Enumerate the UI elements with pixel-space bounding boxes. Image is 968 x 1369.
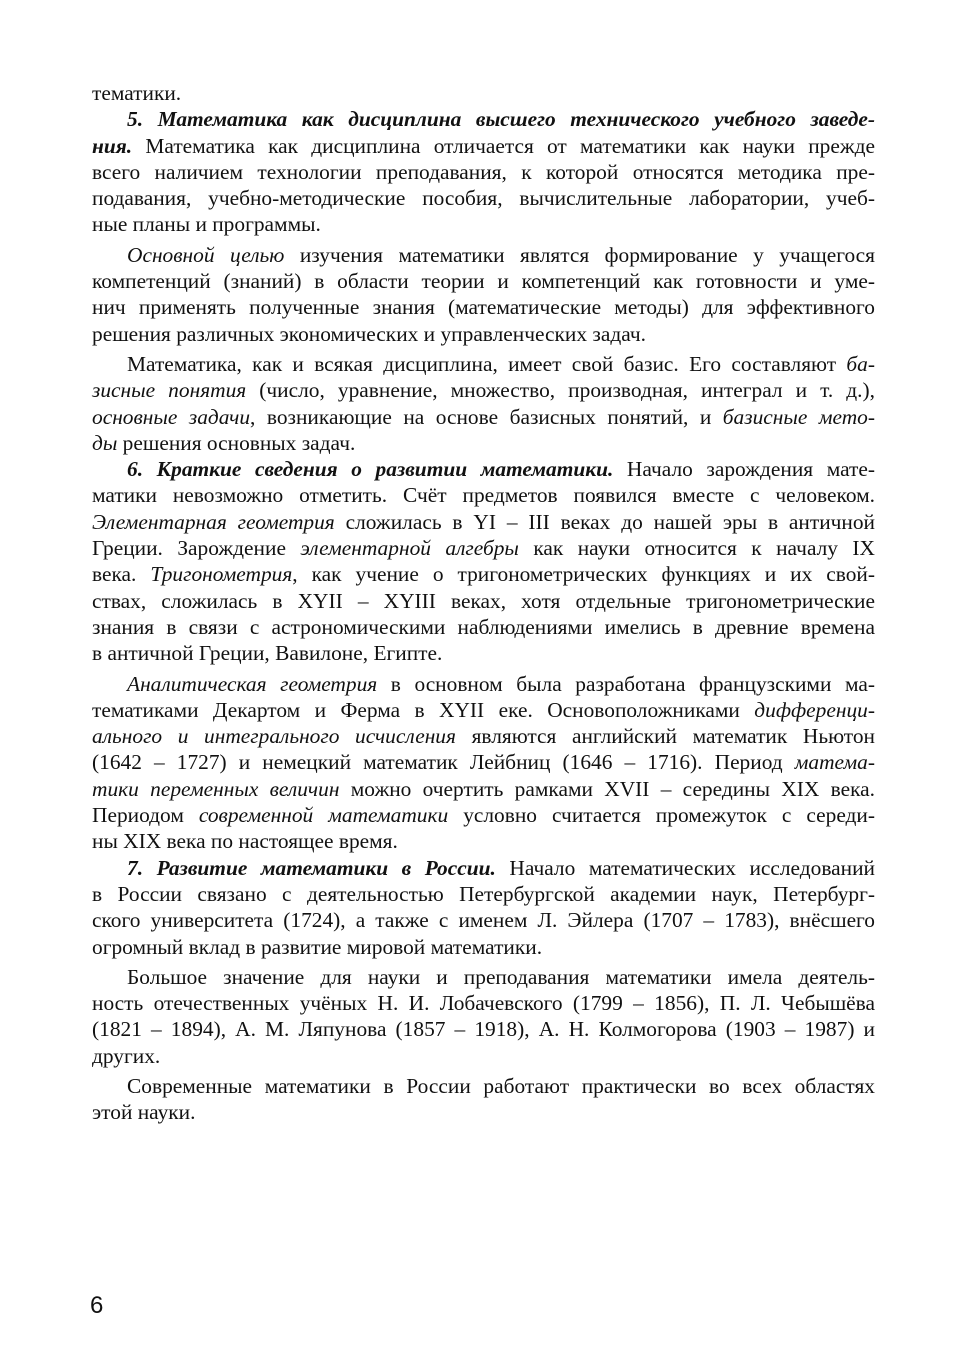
emphasis: базисные мето- xyxy=(722,404,875,429)
emphasis: современной математики xyxy=(198,803,449,828)
text-line: этой науки. xyxy=(92,1100,196,1125)
text-line: в античной Греции, Вавилоне, Египте. xyxy=(92,641,443,666)
page-number: 6 xyxy=(90,1292,104,1319)
text-line: ды решения основных задач. xyxy=(92,430,356,455)
text-line: тематиками Декартом и Ферма в XYII еке. Основоположниками дифференци- xyxy=(92,697,875,722)
text-line: в России связано с деятельностью Петербургской академии наук, Петербург- xyxy=(92,881,875,906)
text-line: ные планы и программы. xyxy=(92,212,321,237)
emphasis: матема- xyxy=(794,750,875,775)
text-line: Греции. Зарождение элементарной алгебры как науки относится к началу IX xyxy=(92,536,875,561)
text-line: века. Тригонометрия, как учение о тригонометрических функциях и их свой- xyxy=(92,562,875,587)
text-line: нич применять полученные знания (математические методы) для эффективного xyxy=(92,295,875,320)
emphasis: элементарной алгебры xyxy=(300,536,519,561)
text-line: ствах, сложилась в XYII – XYIII веках, хотя отдельные тригонометрические xyxy=(92,588,875,613)
section-heading: 6. Краткие сведения о развитии математики. xyxy=(127,457,614,482)
emphasis: Элементарная геометрия xyxy=(92,509,335,534)
text-line: ны XIX века по настоящее время. xyxy=(92,829,398,854)
text-line: Периодом современной математики условно считается промежуток с середи- xyxy=(92,803,876,828)
text-line: ность отечественных учёных Н. И. Лобачевского (1799 – 1856), П. Л. Чебышёва xyxy=(92,991,875,1016)
emphasis: Тригонометрия xyxy=(150,562,293,587)
text-line: ния. Математика как дисциплина отличается от математики как науки прежде xyxy=(92,133,875,158)
emphasis: Аналитическая геометрия xyxy=(127,671,378,696)
section-5-heading-line xyxy=(92,106,875,132)
text-line: Основной целью изучения математики являтся формирование у учащегося xyxy=(127,242,875,267)
text-line: решения различных экономических и управленческих задач. xyxy=(92,321,646,346)
text-line: Элементарная геометрия сложилась в YI – III веках до нашей эры в античной xyxy=(92,509,875,534)
text-line: других. xyxy=(92,1043,161,1068)
text-line: матики невозможно отметить. Счёт предметов появился вместе с человеком. xyxy=(92,483,875,508)
emphasis: зисные понятия xyxy=(92,378,247,403)
text-line: тематики. xyxy=(92,81,182,105)
emphasis: Основной целью xyxy=(127,242,285,267)
section-heading: 7. Развитие математики в России. xyxy=(127,855,496,880)
text-line: тики переменных величин можно очертить рамками XVII – середины XIX века. xyxy=(92,776,875,801)
text-line: ского университета (1724), а также с именем Л. Эйлера (1707 – 1783), внёсшего xyxy=(92,908,875,933)
section-heading: 5. Математика как дисциплина высшего технического учебного заведе- xyxy=(127,107,875,132)
emphasis: основные задачи xyxy=(92,404,251,429)
section-7-heading-line: 7. Развитие математики в России. Начало математических исследований xyxy=(127,855,876,880)
emphasis: ды xyxy=(92,430,118,455)
text-line: Большое значение для науки и преподавания математики имела деятель- xyxy=(127,964,875,989)
emphasis: дифференци- xyxy=(754,697,875,722)
text-line: Аналитическая геометрия в основном была разработана французскими ма- xyxy=(127,671,875,696)
text-line: (1821 – 1894), А. М. Ляпунова (1857 – 1918), А. Н. Колмогорова (1903 – 1987) и xyxy=(92,1017,875,1042)
text-line: всего наличием технологии преподавания, к которой относятся методика пре- xyxy=(92,159,875,184)
text-line: основные задачи, возникающие на основе базисных понятий, и базисные мето- xyxy=(92,404,875,429)
text-line: компетенций (знаний) в области теории и компетенций как готовности и уме- xyxy=(92,269,875,294)
section-heading: ния. xyxy=(92,133,133,158)
emphasis: тики переменных величин xyxy=(92,776,340,801)
emphasis: ба- xyxy=(846,351,875,376)
text-line: знания в связи с астрономическими наблюдениями имелись в древние времена xyxy=(92,614,875,639)
text-line: подавания, учебно-методические пособия, вычислительные лаборатории, учеб- xyxy=(92,186,875,211)
section-6-heading-line: 6. Краткие сведения о развитии математики. Начало зарождения мате- xyxy=(127,457,875,482)
text-line: Современные математики в России работают практически во всех областях xyxy=(127,1073,875,1098)
text-line: зисные понятия (число, уравнение, множество, производная, интеграл и т. д.), xyxy=(92,378,875,403)
text-line: ального и интегрального исчисления являются английский математик Ньютон xyxy=(92,724,875,749)
page-body xyxy=(92,80,875,1126)
emphasis: ального и интегрального исчисления xyxy=(92,724,456,749)
text-line: (1642 – 1727) и немецкий математик Лейбниц (1646 – 1716). Период матема- xyxy=(92,750,875,775)
text-line: огромный вклад в развитие мировой математики. xyxy=(92,934,543,959)
text-line: Математика, как и всякая дисциплина, имеет свой базис. Его составляют ба- xyxy=(127,351,875,376)
